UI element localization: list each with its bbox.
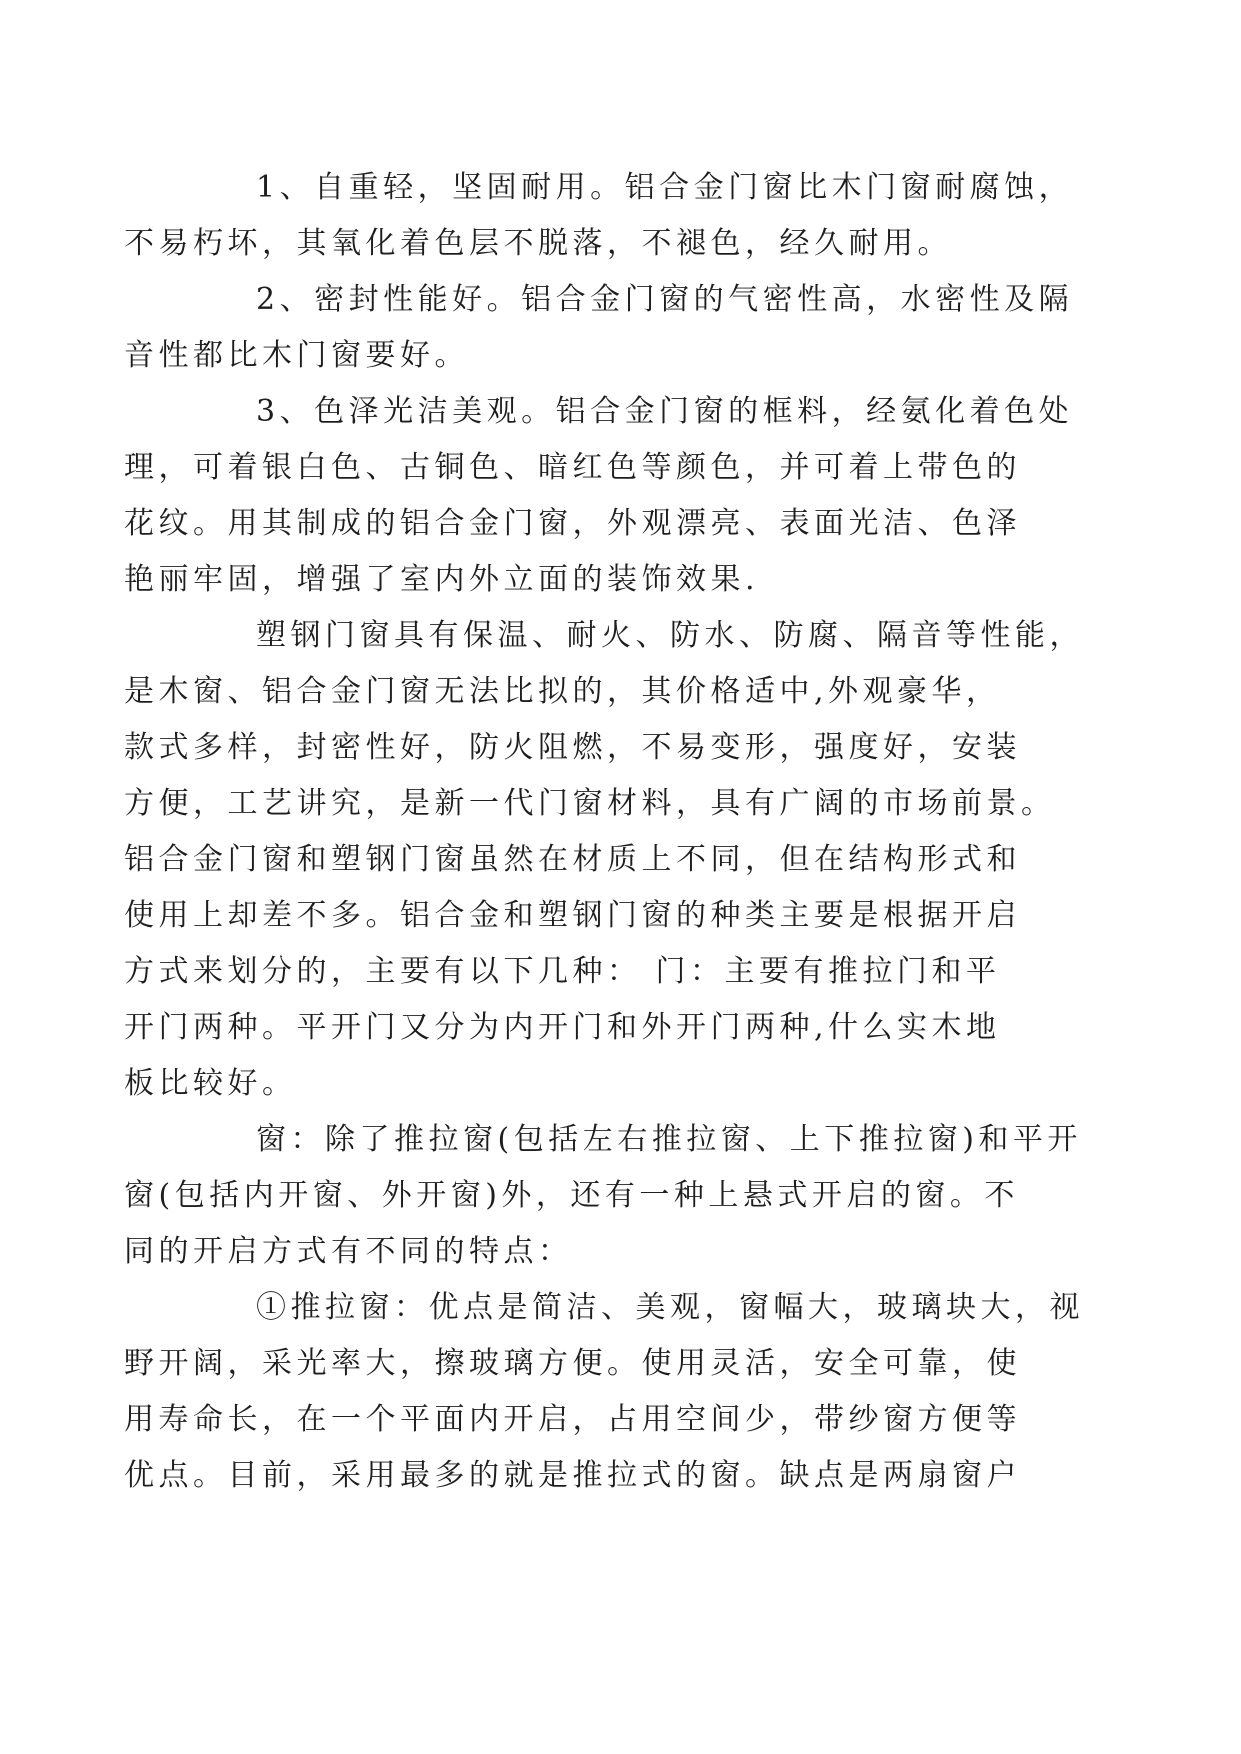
text-line: 窗(包括内开窗、外开窗)外，还有一种上悬式开启的窗。不 (124, 1178, 1019, 1213)
text-line: 方式来划分的，主要有以下几种： 门：主要有推拉门和平 (124, 954, 1001, 989)
text-line: 花纹。用其制成的铝合金门窗，外观漂亮、表面光洁、色泽 (124, 506, 1021, 541)
text-line: 铝合金门窗和塑钢门窗虽然在材质上不同，但在结构形式和 (124, 842, 1021, 877)
paragraph-plastic-steel (124, 608, 1084, 1112)
text-line: 1、自重轻，坚固耐用。铝合金门窗比木门窗耐腐蚀， (256, 170, 1074, 205)
text-line: 同的开启方式有不同的特点： (124, 1234, 573, 1269)
text-line: 方便，工艺讲究，是新一代门窗材料，具有广阔的市场前景。 (124, 786, 1056, 821)
text-line: 款式多样，封密性好，防火阻燃，不易变形，强度好，安装 (124, 730, 1021, 765)
text-line: 不易朽坏，其氧化着色层不脱落，不褪色，经久耐用。 (124, 226, 952, 261)
text-line: 开门两种。平开门又分为内开门和外开门两种,什么实木地 (124, 1010, 1001, 1045)
text-line: 使用上却差不多。铝合金和塑钢门窗的种类主要是根据开启 (124, 898, 1021, 933)
paragraph-feature-2 (124, 272, 1074, 384)
text-line: 优点。目前，采用最多的就是推拉式的窗。缺点是两扇窗户 (124, 1458, 1021, 1493)
text-line: 是木窗、铝合金门窗无法比拟的，其价格适中,外观豪华， (124, 674, 1001, 709)
document-body (124, 160, 1084, 1504)
paragraph-window-types (124, 1112, 1082, 1280)
text-line: 理，可着银白色、古铜色、暗红色等颜色，并可着上带色的 (124, 450, 1021, 485)
text-line: 窗：除了推拉窗(包括左右推拉窗、上下推拉窗)和平开 (256, 1122, 1082, 1157)
paragraph-sliding-window (124, 1280, 1084, 1504)
text-line: 野开阔，采光率大，擦玻璃方便。使用灵活，安全可靠，使 (124, 1346, 1021, 1381)
text-line: 用寿命长，在一个平面内开启，占用空间少，带纱窗方便等 (124, 1402, 1021, 1437)
text-line: 艳丽牢固，增强了室内外立面的装饰效果. (124, 562, 760, 597)
text-line: ①推拉窗：优点是简洁、美观，窗幅大，玻璃块大，视 (256, 1290, 1084, 1325)
text-line: 音性都比木门窗要好。 (124, 338, 469, 373)
text-line: 2、密封性能好。铝合金门窗的气密性高，水密性及隔 (256, 282, 1074, 317)
text-line: 塑钢门窗具有保温、耐火、防水、防腐、隔音等性能， (256, 618, 1084, 653)
paragraph-feature-1 (124, 160, 1074, 272)
paragraph-feature-3 (124, 384, 1074, 608)
text-line: 板比较好。 (124, 1066, 297, 1101)
text-line: 3、色泽光洁美观。铝合金门窗的框料，经氨化着色处 (256, 394, 1074, 429)
